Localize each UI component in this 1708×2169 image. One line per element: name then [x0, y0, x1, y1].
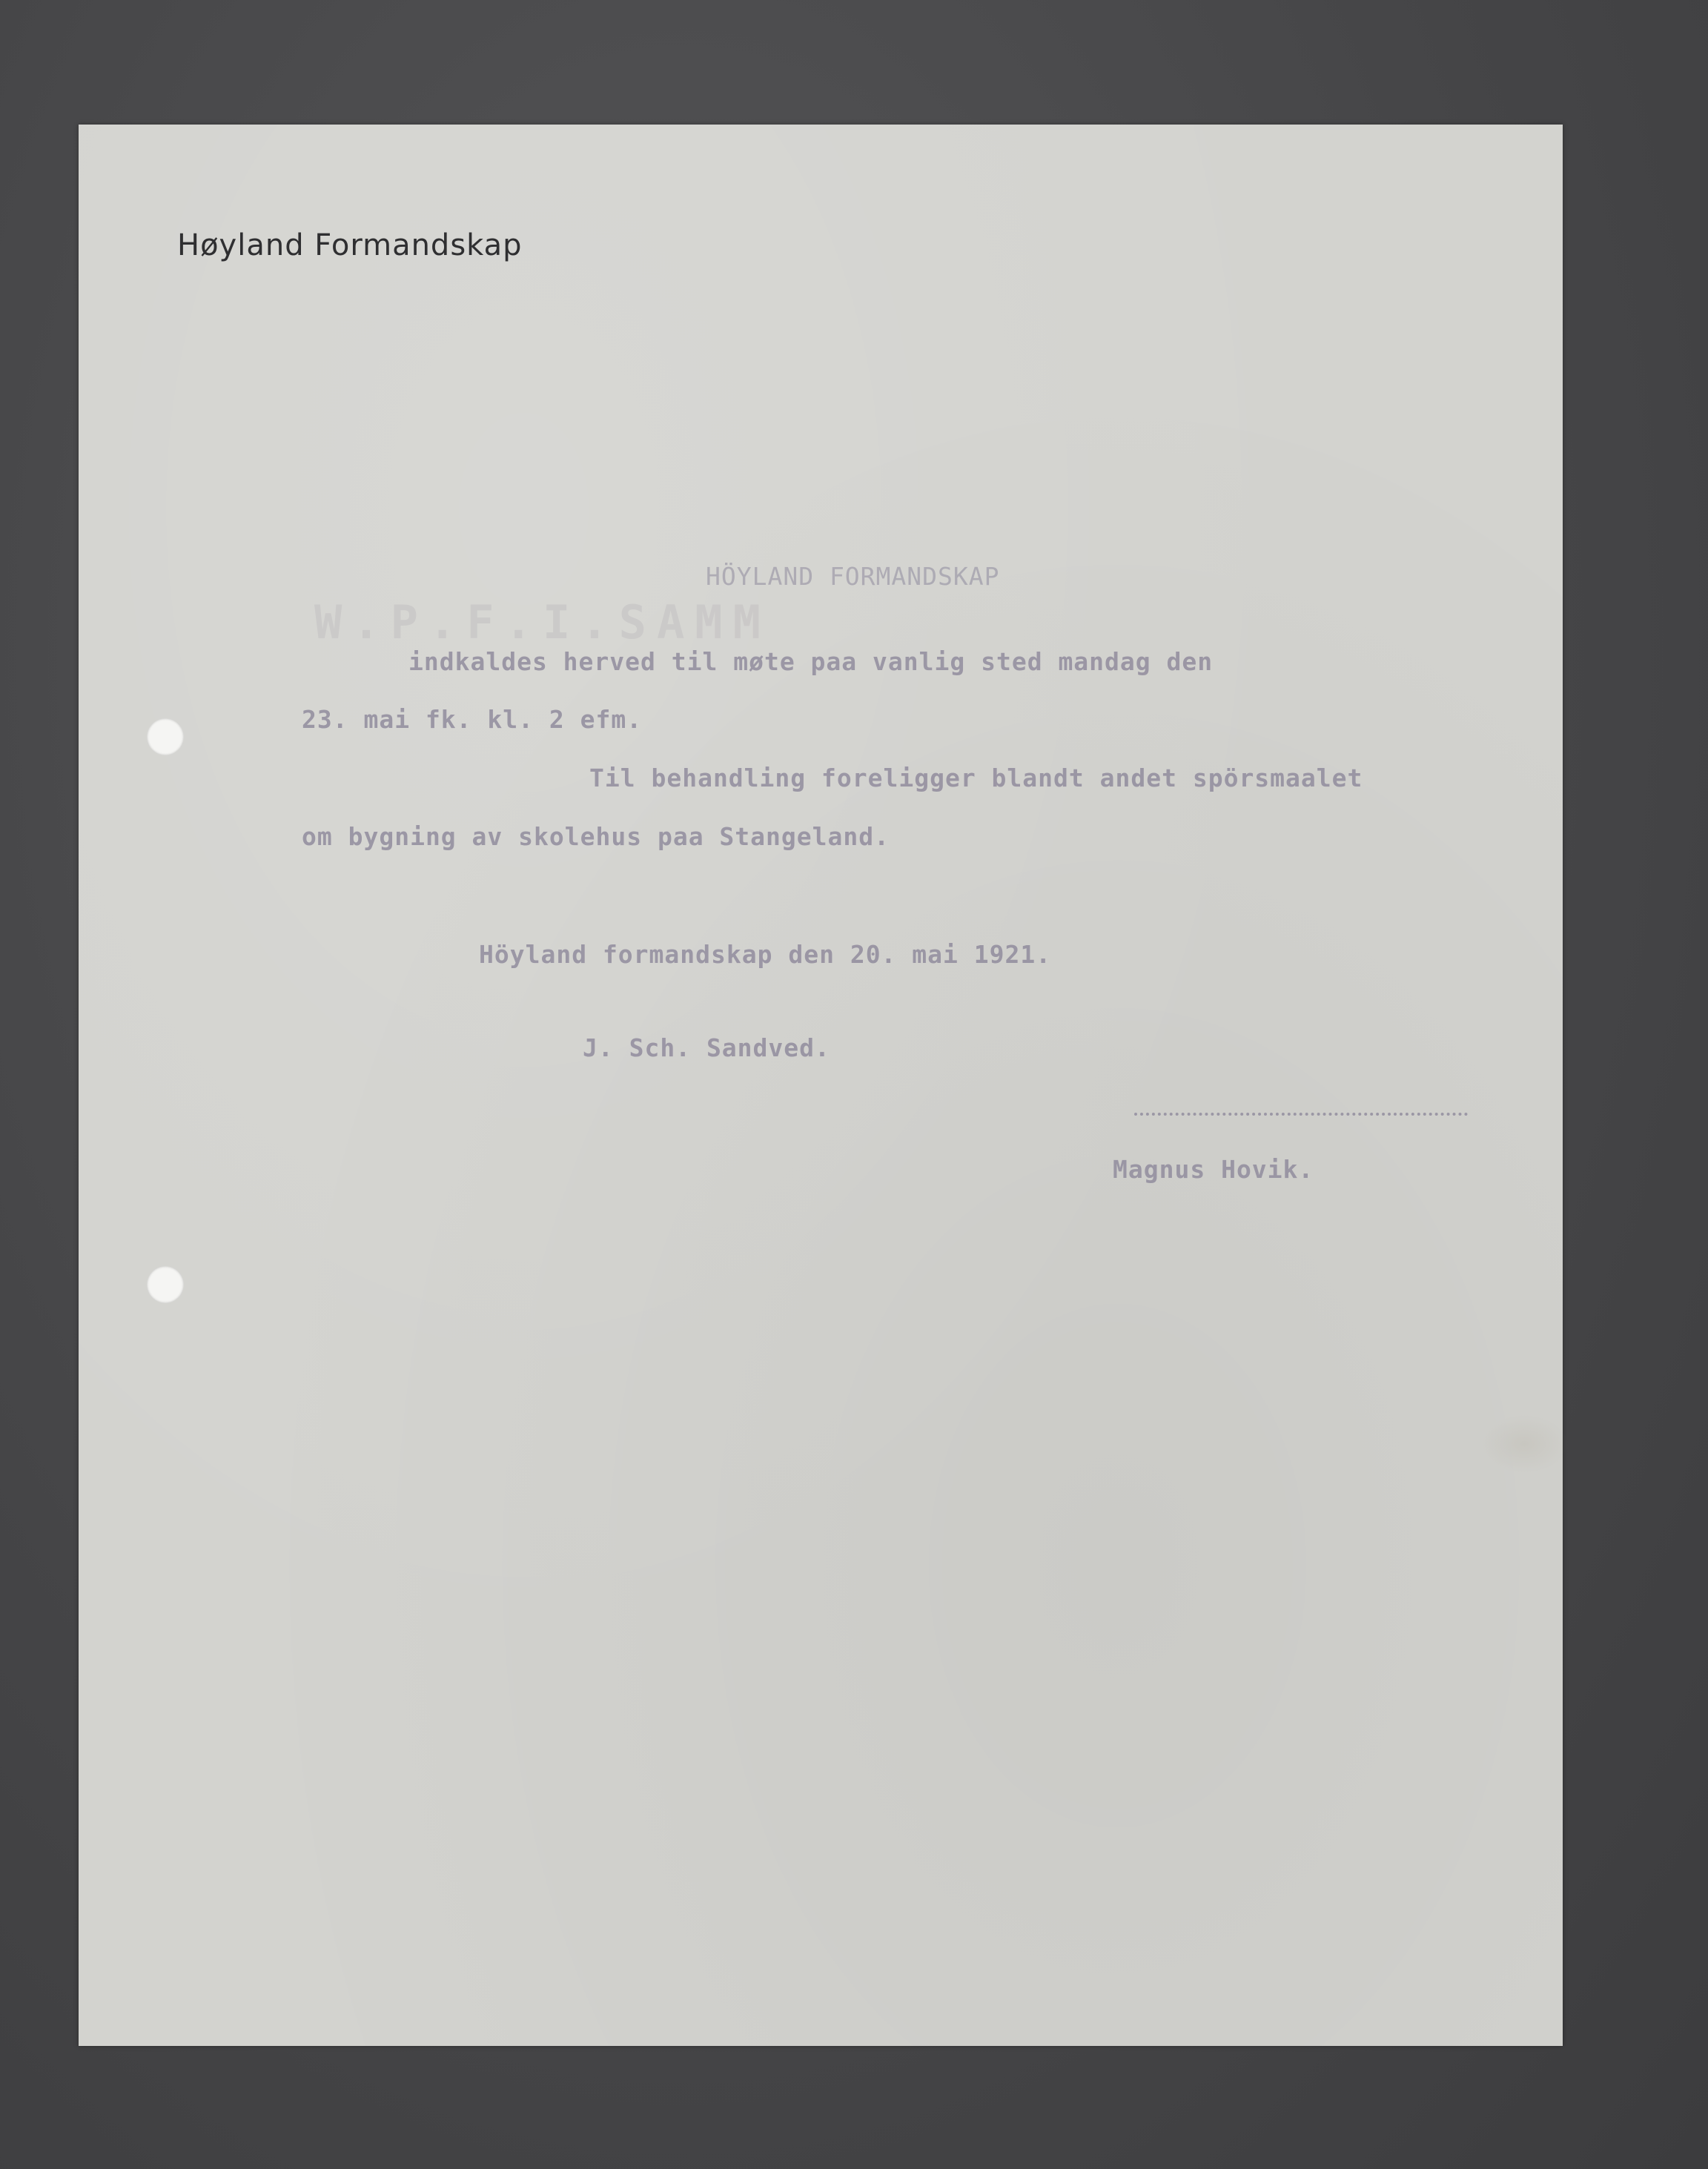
- signer-name-2: Magnus Hovik.: [1113, 1155, 1314, 1184]
- letter-line-4: om bygning av skolehus paa Stangeland.: [302, 822, 890, 851]
- letter-line-1: indkaldes herved til møte paa vanlig sted mandag den: [408, 647, 1214, 676]
- letter-heading: HÖYLAND FORMANDSKAP: [706, 562, 1000, 591]
- punch-hole-bottom: [147, 1266, 184, 1303]
- signer-name-1: J. Sch. Sandved.: [583, 1033, 830, 1062]
- document-page: [79, 125, 1563, 2046]
- signature-line: [1134, 1113, 1468, 1116]
- ink-bleed-mark: W.P.F.I.SAMM: [314, 595, 771, 649]
- place-date-line: Höyland formandskap den 20. mai 1921.: [479, 940, 1052, 969]
- letter-line-2: 23. mai fk. kl. 2 efm.: [302, 705, 643, 734]
- punch-hole-top: [147, 718, 184, 755]
- letter-line-3: Til behandling foreligger blandt andet spörsmaalet: [589, 764, 1363, 792]
- paper-stain: [1480, 1414, 1569, 1474]
- archive-label: Høyland Formandskap: [177, 228, 523, 262]
